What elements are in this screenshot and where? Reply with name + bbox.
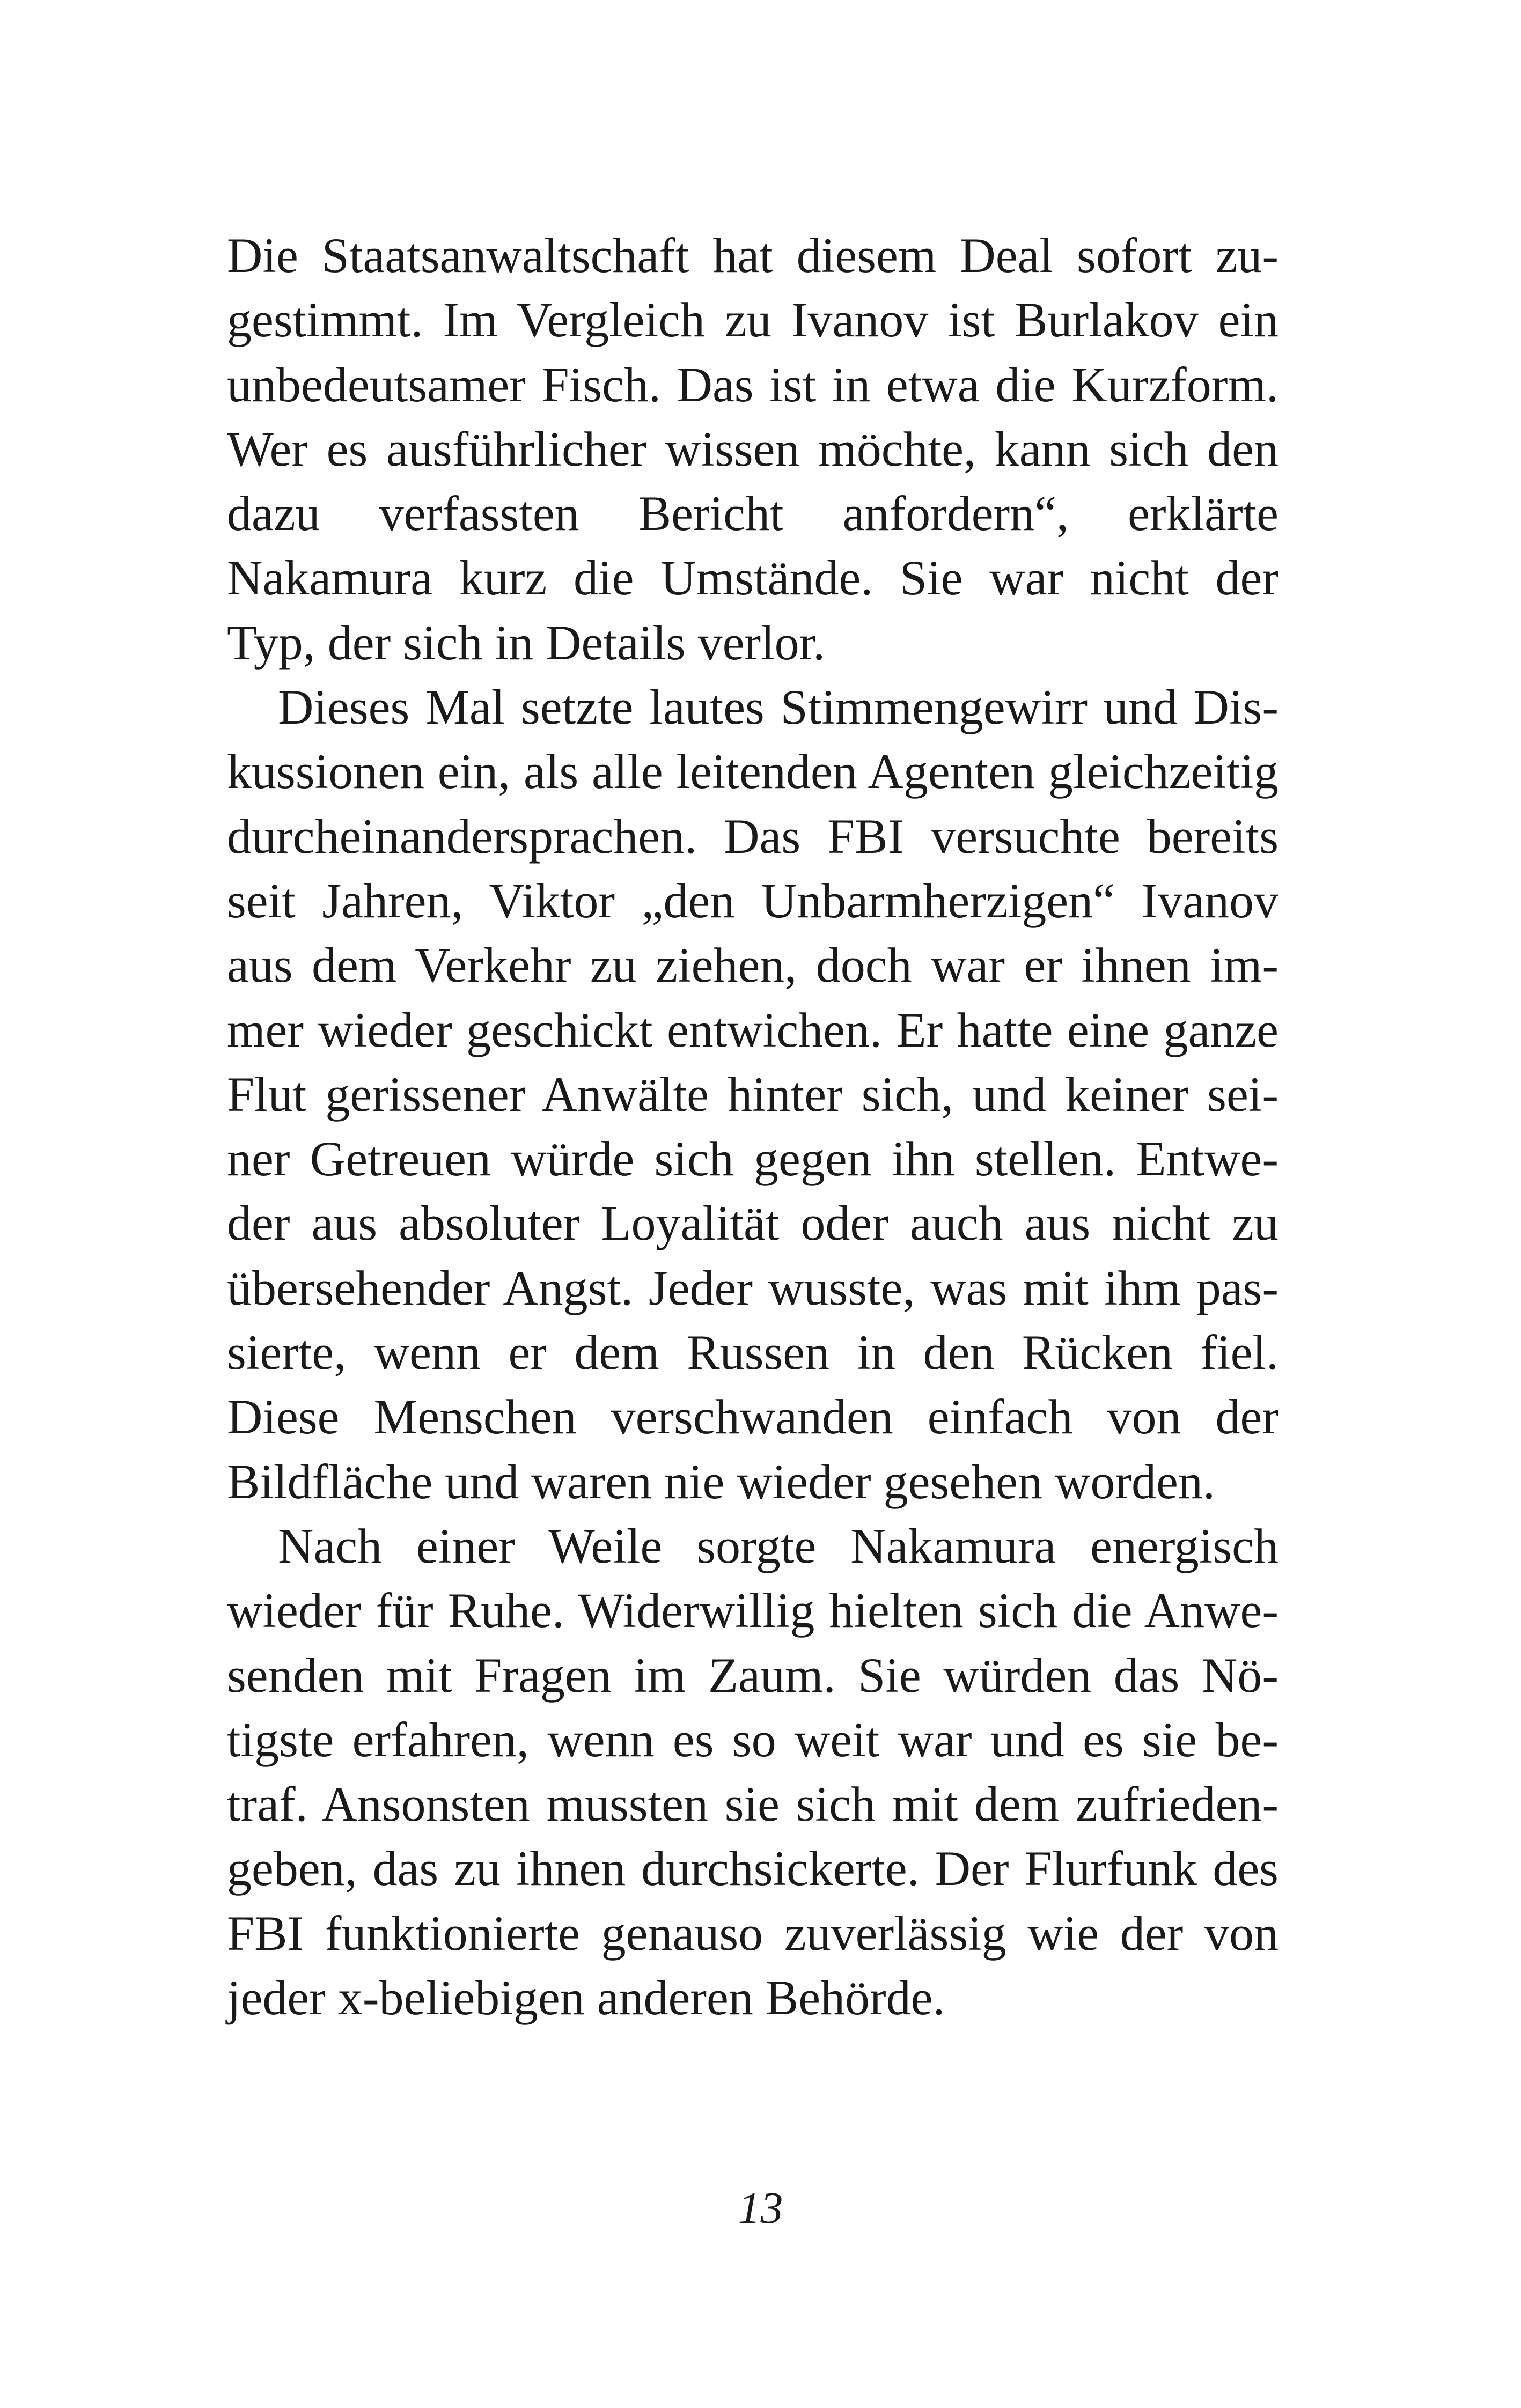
- text-line: kussionen ein, als alle leitenden Agenten gleichzeitig: [227, 744, 1278, 799]
- text-line: ner Getreuen würde sich gegen ihn stellen. Entwe-: [227, 1131, 1278, 1187]
- paragraph-3: [227, 1514, 1278, 2030]
- paragraph-1: [227, 223, 1278, 675]
- text-line: Diese Menschen verschwanden einfach von der: [227, 1389, 1278, 1445]
- text-line: Nakamura kurz die Umstände. Sie war nicht der: [227, 550, 1278, 606]
- text-line: übersehender Angst. Jeder wusste, was mit ihm pas-: [227, 1260, 1278, 1315]
- text-line: Flut gerissener Anwälte hinter sich, und keiner sei-: [227, 1066, 1278, 1122]
- paragraph-2: [227, 675, 1278, 1514]
- text-line: seit Jahren, Viktor „den Unbarmherzigen“ Ivanov: [227, 873, 1278, 928]
- text-line: durcheinandersprachen. Das FBI versuchte bereits: [227, 808, 1278, 864]
- text-line: Bildfläche und waren nie wieder gesehen worden.: [227, 1454, 1215, 1509]
- page-number: 13: [738, 2183, 783, 2233]
- text-line: Dieses Mal setzte lautes Stimmengewirr und Dis-: [278, 680, 1278, 735]
- text-line: FBI funktionierte genauso zuverlässig wie der von: [227, 1905, 1278, 1961]
- text-line: Wer es ausführlicher wissen möchte, kann sich den: [227, 421, 1278, 476]
- text-line: wieder für Ruhe. Widerwillig hielten sich die Anwe-: [227, 1583, 1278, 1638]
- text-line: gestimmt. Im Vergleich zu Ivanov ist Burlakov ein: [227, 292, 1278, 348]
- text-line: geben, das zu ihnen durchsickerte. Der Flurfunk des: [227, 1841, 1278, 1896]
- text-line: senden mit Fragen im Zaum. Sie würden das Nö-: [227, 1647, 1278, 1703]
- text-line: aus dem Verkehr zu ziehen, doch war er ihnen im-: [227, 938, 1278, 993]
- text-line: sierte, wenn er dem Russen in den Rücken fiel.: [227, 1325, 1278, 1380]
- text-line: tigste erfahren, wenn es so weit war und es sie be-: [227, 1712, 1278, 1767]
- body-text: [227, 223, 1278, 2030]
- text-line: dazu verfassten Bericht anfordern“, erklärte: [227, 486, 1278, 541]
- text-line: jeder x-beliebigen anderen Behörde.: [227, 1970, 945, 2026]
- text-line: Typ, der sich in Details verlor.: [227, 615, 826, 670]
- text-line: mer wieder geschickt entwichen. Er hatte eine ganze: [227, 1002, 1278, 1057]
- text-line: Die Staatsanwaltschaft hat diesem Deal sofort zu-: [227, 228, 1278, 283]
- text-line: der aus absoluter Loyalität oder auch aus nicht zu: [227, 1196, 1278, 1251]
- text-line: unbedeutsamer Fisch. Das ist in etwa die Kurzform.: [227, 357, 1278, 412]
- text-line: Nach einer Weile sorgte Nakamura energisch: [278, 1518, 1278, 1573]
- text-line: traf. Ansonsten mussten sie sich mit dem zufrieden-: [227, 1777, 1278, 1832]
